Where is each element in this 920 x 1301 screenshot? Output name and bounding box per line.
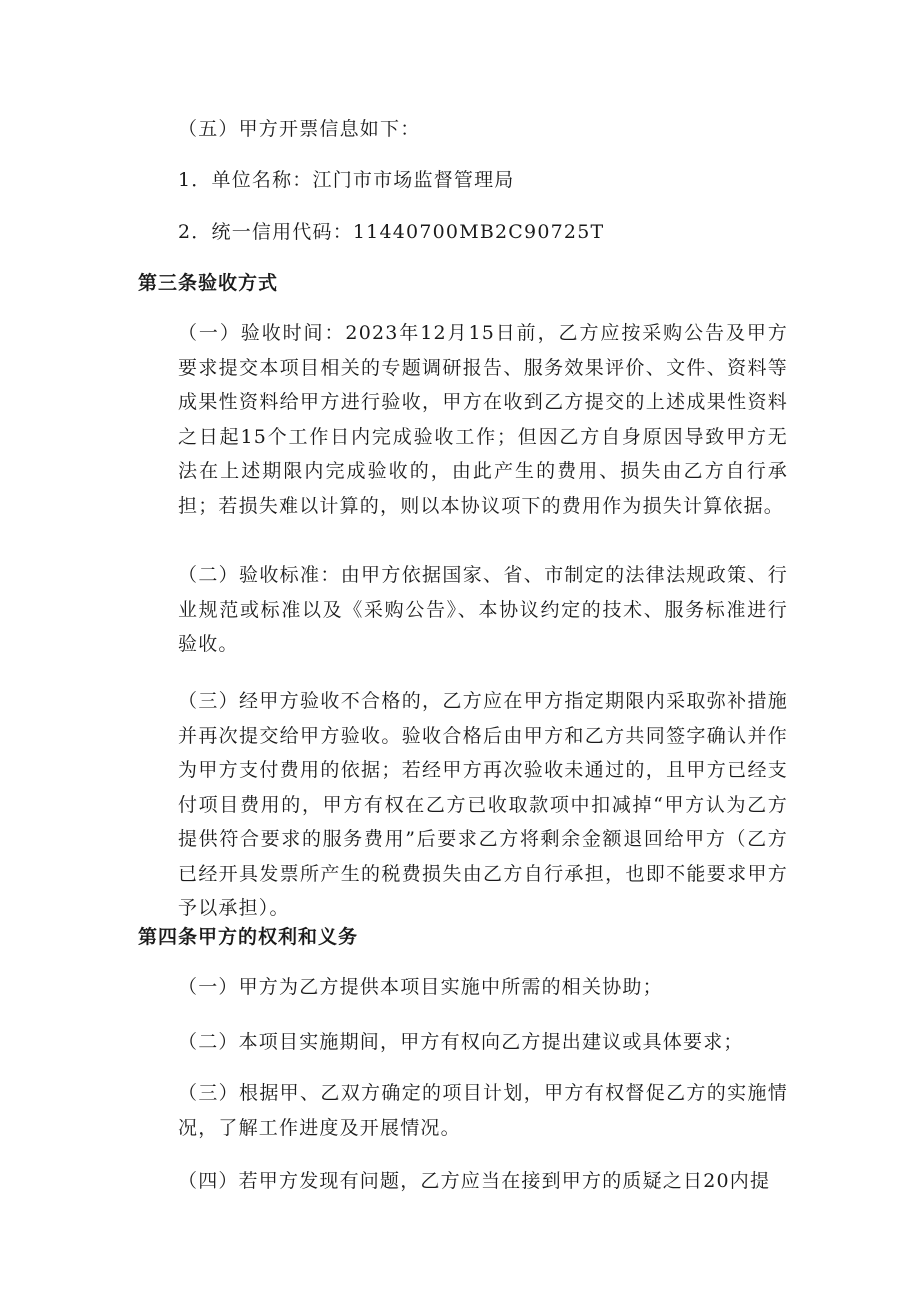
article-4-clause-3 — [138, 1076, 788, 1145]
paragraph-text: （三）根据甲、乙双方确定的项目计划，甲方有权督促乙方的实施情况，了解工作进度及开展情况。 — [178, 1082, 788, 1139]
article-4-heading: 第四条甲方的权利和义务 — [138, 926, 359, 948]
invoice-intro: （五）甲方开票信息如下： — [178, 118, 421, 140]
article-4-clause-4 — [138, 1164, 788, 1199]
article-4-clause-1 — [138, 970, 788, 1005]
article-3-clause-3 — [138, 684, 788, 926]
article-3-clause-2 — [138, 558, 788, 662]
invoice-credit-code: 2．统一信用代码：11440700MB2C90725T — [178, 221, 605, 243]
paragraph-text: （二）验收标准：由甲方依据国家、省、市制定的法律法规政策、行业规范或标准以及《采购公告》、本协议约定的技术、服务标准进行验收。 — [178, 564, 788, 655]
paragraph-text: （二）本项目实施期间，甲方有权向乙方提出建议或具体要求； — [178, 1031, 744, 1053]
article-3-heading: 第三条验收方式 — [138, 272, 279, 294]
paragraph-text: （一）甲方为乙方提供本项目实施中所需的相关协助； — [178, 976, 663, 998]
article-4-clause-2 — [138, 1025, 788, 1060]
article-3-clause-1 — [138, 316, 788, 523]
invoice-unit-name: 1．单位名称：江门市市场监督管理局 — [178, 169, 515, 191]
paragraph-text: （三）经甲方验收不合格的，乙方应在甲方指定期限内采取弥补措施并再次提交给甲方验收。验收合格后由甲方和乙方共同签字确认并作为甲方支付费用的依据；若经甲方再次验收未通过的，且甲方已经支付项目费用的，甲方有权在乙方已收取款项中扣减掉“甲方认为乙方提供符合要求的服务费用”后要求乙方将剩余金额退回给甲方（乙方已经开具发票所产生的税费损失由乙方自行承担，也即不能要求甲方予以承担）。 — [178, 690, 788, 919]
paragraph-text: （四）若甲方发现有问题，乙方应当在接到甲方的质疑之日20内提 — [178, 1170, 771, 1192]
paragraph-text: （一）验收时间：2023年12月15日前，乙方应按采购公告及甲方要求提交本项目相关的专题调研报告、服务效果评价、文件、资料等成果性资料给甲方进行验收，甲方在收到乙方提交的上述成果性资料之日起15个工作日内完成验收工作；但因乙方自身原因导致甲方无法在上述期限内完成验收的，由此产生的费用、损失由乙方自行承担；若损失难以计算的，则以本协议项下的费用作为损失计算依据。 — [178, 322, 788, 517]
